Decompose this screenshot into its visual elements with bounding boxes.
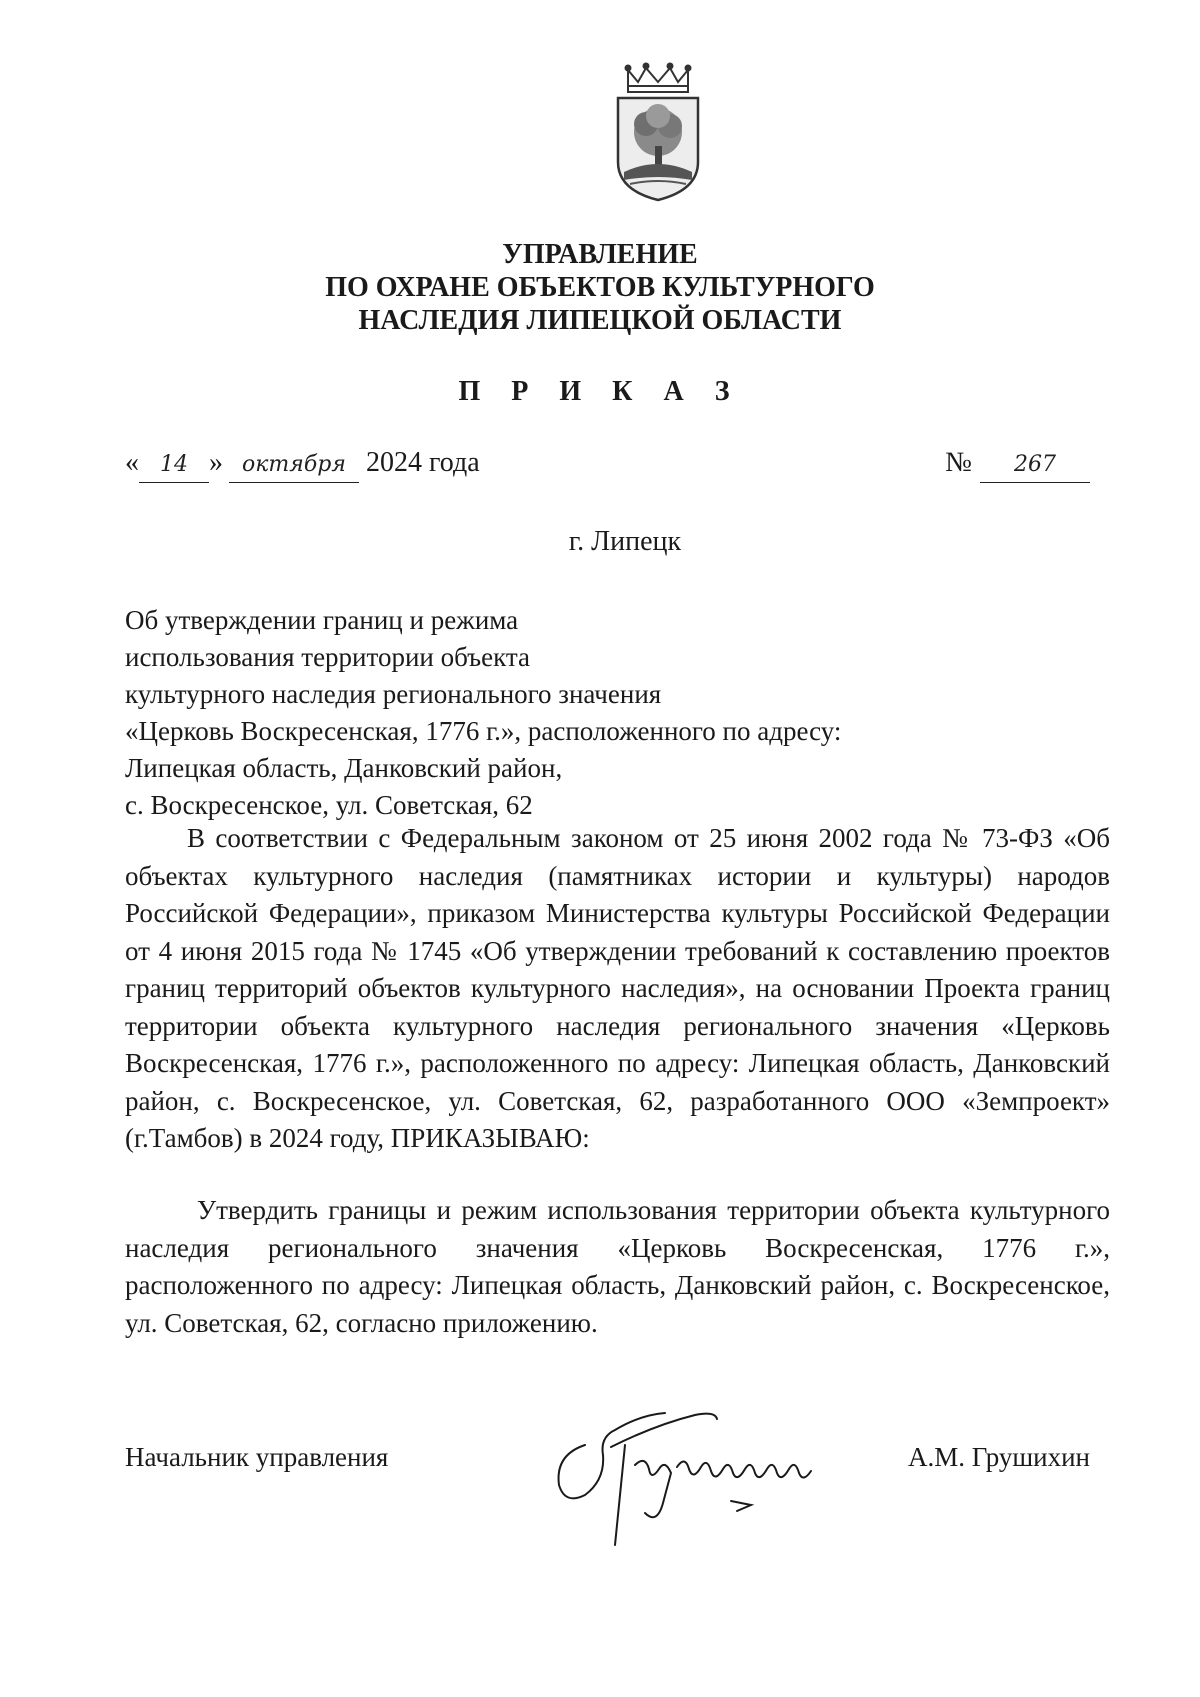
date-year: 2024 года — [366, 447, 480, 478]
preamble-paragraph: В соответствии с Федеральным законом от 25 июня 2002 года № 73-ФЗ «Об объектах культурного наследия (памятниках истории и культуры) народов Российской Федерации», приказом Министерства культуры Российской Федерации от 4 июня 2015 года № 1745 «Об утверждении требований к составлению проектов границ территорий объектов культурного наследия», на основании Проекта границ территории объекта культурного наследия регионального значения «Церковь Воскресенская, 1776 г.», расположенного по адресу: Липецкая область, Данковский район, с. Воскресенское, ул. Советская, 62, разработанного ООО «Земпроект» (г.Тамбов) в 2024 году, ПРИКАЗЫВАЮ: — [125, 823, 1110, 1153]
number-value: 267 — [980, 452, 1090, 483]
coat-of-arms-icon — [610, 62, 706, 202]
header-line-2: ПО ОХРАНЕ ОБЪЕКТОВ КУЛЬТУРНОГО — [325, 272, 875, 303]
date-close-quote: » — [209, 447, 223, 478]
date-month: октября — [229, 452, 359, 483]
subject-line: культурного наследия регионального значения — [125, 679, 662, 709]
number-label: № — [945, 447, 972, 478]
date-day: 14 — [139, 452, 209, 483]
subject-line: Липецкая область, Данковский район, — [125, 753, 563, 783]
signatory-name: А.М. Грушихин — [908, 1442, 1090, 1472]
header-line-1: УПРАВЛЕНИЕ — [502, 239, 698, 270]
signatory-position: Начальник управления — [125, 1442, 389, 1472]
order-paragraph: Утвердить границы и режим использования территории объекта культурного наследия регионального значения «Церковь Воскресенская, 1776 г.», расположенного по адресу: Липецкая область, Данковский район, с. Воскресенское, ул. Советская, 62, согласно приложению. — [125, 1195, 1110, 1338]
header-line-3: НАСЛЕДИЯ ЛИПЕЦКОЙ ОБЛАСТИ — [358, 305, 842, 336]
subject-line: с. Воскресенское, ул. Советская, 62 — [125, 790, 533, 820]
date-open-quote: « — [125, 447, 139, 478]
document-number — [945, 447, 1090, 483]
date-line — [125, 447, 480, 483]
signature-icon — [545, 1385, 845, 1555]
subject-block — [125, 602, 841, 824]
subject-line: использования территории объекта — [125, 642, 530, 672]
organization-header — [0, 238, 1200, 337]
document-title: П Р И К А З — [458, 376, 742, 407]
subject-line: Об утверждении границ и режима — [125, 605, 519, 635]
subject-line: «Церковь Воскресенская, 1776 г.», расположенного по адресу: — [125, 716, 842, 746]
city: г. Липецк — [568, 526, 682, 557]
